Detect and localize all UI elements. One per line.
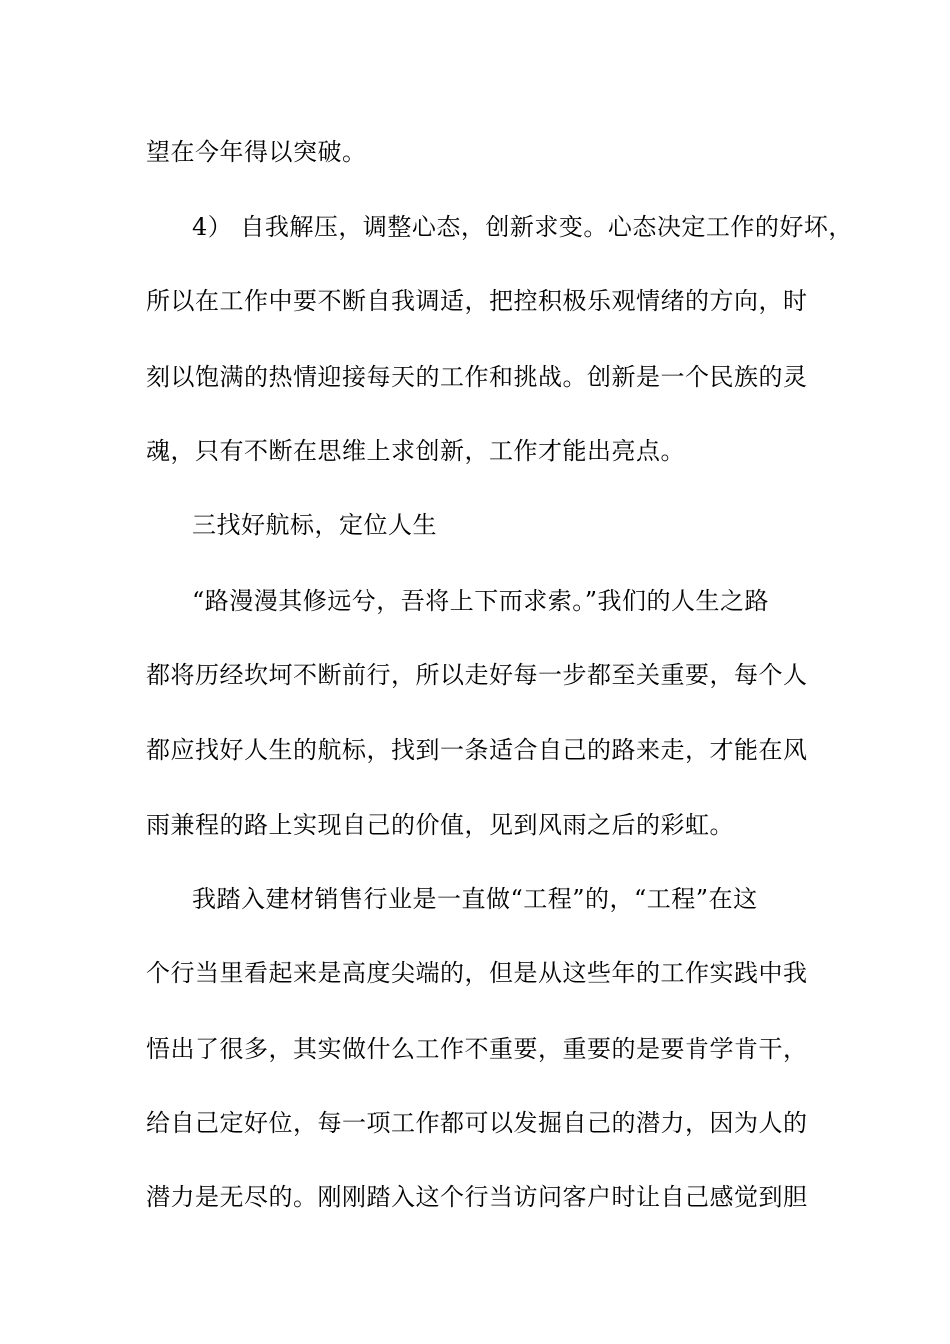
text-line: 魂，只有不断在思维上求创新，工作才能出亮点。: [146, 437, 685, 465]
text-line: 都将历经坎坷不断前行，所以走好每一步都至关重要，每个人: [146, 661, 808, 689]
text-line: “路漫漫其修远兮，吾将上下而求索。”我们的人生之路: [192, 587, 770, 615]
text-line: 都应找好人生的航标，找到一条适合自己的路来走，才能在风: [146, 736, 808, 764]
text-line: 刻以饱满的热情迎接每天的工作和挑战。创新是一个民族的灵: [146, 363, 808, 391]
section-heading: 三找好航标，定位人生: [192, 511, 437, 539]
text-line: 给自己定好位，每一项工作都可以发掘自己的潜力，因为人的: [146, 1109, 808, 1137]
text-line: 潜力是无尽的。刚刚踏入这个行当访问客户时让自己感觉到胆: [146, 1183, 808, 1211]
text-line: 4） 自我解压，调整心态，创新求变。心态决定工作的好坏，: [192, 213, 853, 241]
text-line: 所以在工作中要不断自我调适，把控积极乐观情绪的方向，时: [146, 287, 808, 315]
text-line: 望在今年得以突破。: [146, 138, 367, 166]
text-line: 个行当里看起来是高度尖端的，但是从这些年的工作实践中我: [146, 959, 808, 987]
text-line: 我踏入建材销售行业是一直做“工程”的，“工程”在这: [192, 885, 758, 913]
text-line: 雨兼程的路上实现自己的价值，见到风雨之后的彩虹。: [146, 811, 734, 839]
text-line: 悟出了很多，其实做什么工作不重要，重要的是要肯学肯干，: [146, 1035, 808, 1063]
